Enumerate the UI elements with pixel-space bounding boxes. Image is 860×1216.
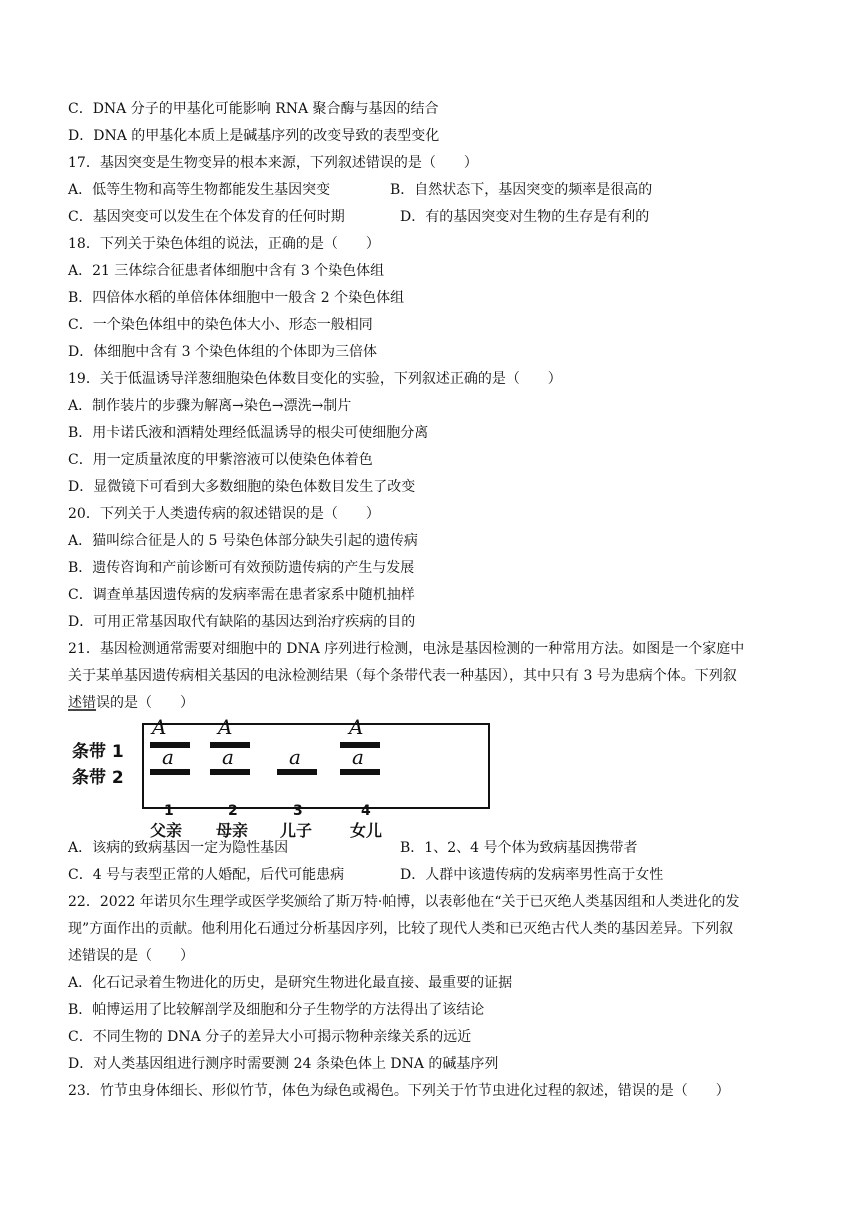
column-name-daughter: 女儿 bbox=[350, 821, 383, 840]
q18-option-d: D．体细胞中含有 3 个染色体组的个体即为三倍体 bbox=[68, 344, 378, 360]
handwritten-A: A bbox=[349, 715, 364, 739]
q21-row-cd bbox=[68, 862, 808, 889]
handwritten-a: a bbox=[162, 745, 174, 769]
q18-option-a: A．21 三体综合征患者体细胞中含有 3 个染色体组 bbox=[68, 263, 385, 279]
q20-option-d: D．可用正常基因取代有缺陷的基因达到治疗疾病的目的 bbox=[68, 614, 416, 630]
q22-stem-line2: 现”方面作出的贡献。他利用化石通过分析基因序列，比较了现代人类和已灭绝古代人类的基因差异。下列叙 bbox=[68, 921, 734, 937]
band-1-label: 条带 1 bbox=[72, 742, 124, 762]
q22-option-d: D．对人类基因组进行测序时需要测 24 条染色体上 DNA 的碱基序列 bbox=[68, 1056, 499, 1072]
scan-mark bbox=[68, 709, 96, 716]
column-name-son: 儿子 bbox=[280, 821, 313, 840]
q16-option-c: C．DNA 分子的甲基化可能影响 RNA 聚合酶与基因的结合 bbox=[68, 101, 439, 117]
electrophoresis-figure bbox=[68, 715, 808, 840]
column-number-4: 4 bbox=[361, 803, 371, 819]
q22-stem-line3: 述错误的是（ ） bbox=[68, 948, 194, 964]
q23-stem: 23．竹节虫身体细长、形似竹节，体色为绿色或褐色。下列关于竹节虫进化过程的叙述，错误的是（ ） bbox=[68, 1083, 730, 1099]
q22-option-c: C．不同生物的 DNA 分子的差异大小可揭示物种亲缘关系的远近 bbox=[68, 1029, 472, 1045]
q19-option-b: B．用卡诺氏液和酒精处理经低温诱导的根尖可使细胞分离 bbox=[68, 425, 429, 441]
handwritten-a: a bbox=[352, 745, 364, 769]
q21-row-ab bbox=[68, 835, 808, 862]
column-name-father: 父亲 bbox=[150, 821, 183, 840]
handwritten-a: a bbox=[222, 745, 234, 769]
column-number-2: 2 bbox=[228, 803, 238, 819]
q17-row-ab bbox=[68, 177, 808, 204]
q18-option-b: B．四倍体水稻的单倍体体细胞中一般含 2 个染色体组 bbox=[68, 290, 405, 306]
q20-option-b: B．遗传咨询和产前诊断可有效预防遗传病的产生与发展 bbox=[68, 560, 415, 576]
q22-stem-line1: 22．2022 年诺贝尔生理学或医学奖颁给了斯万特·帕博，以表彰他在“关于已灭绝人类基因组和人类进化的发 bbox=[68, 894, 740, 910]
q21-stem-line3: 述错误的是（ ） bbox=[68, 695, 194, 711]
q19-stem: 19．关于低温诱导洋葱细胞染色体数目变化的实验，下列叙述正确的是（ ） bbox=[68, 371, 562, 387]
q22-option-a: A．化石记录着生物进化的历史，是研究生物进化最直接、最重要的证据 bbox=[68, 975, 513, 991]
column-number-1: 1 bbox=[164, 803, 174, 819]
q17-stem: 17．基因突变是生物变异的根本来源，下列叙述错误的是（ ） bbox=[68, 155, 478, 171]
exam-page bbox=[68, 96, 808, 1105]
q17-option-c: C．基因突变可以发生在个体发育的任何时期 bbox=[68, 209, 345, 225]
q19-option-c: C．用一定质量浓度的甲紫溶液可以使染色体着色 bbox=[68, 452, 373, 468]
handwritten-A: A bbox=[218, 715, 233, 739]
q18-option-c: C．一个染色体组中的染色体大小、形态一般相同 bbox=[68, 317, 373, 333]
q19-option-d: D．显微镜下可看到大多数细胞的染色体数目发生了改变 bbox=[68, 479, 416, 495]
q16-option-d: D．DNA 的甲基化本质上是碱基序列的改变导致的表型变化 bbox=[68, 128, 440, 144]
q21-option-d: D．人群中该遗传病的发病率男性高于女性 bbox=[400, 867, 664, 883]
q20-stem: 20．下列关于人类遗传病的叙述错误的是（ ） bbox=[68, 506, 380, 522]
band-2-col-3 bbox=[277, 769, 317, 775]
q21-stem-line2: 关于某单基因遗传病相关基因的电泳检测结果（每个条带代表一种基因），其中只有 3 号为患病个体。下列叙 bbox=[68, 668, 737, 684]
gel-box bbox=[142, 715, 490, 809]
q17-option-b: B．自然状态下，基因突变的频率是很高的 bbox=[390, 182, 653, 198]
q21-option-a: A．该病的致病基因一定为隐性基因 bbox=[68, 840, 289, 856]
q21-option-b: B．1、2、4 号个体为致病基因携带者 bbox=[400, 840, 638, 856]
q21-stem-line1: 21．基因检测通常需要对细胞中的 DNA 序列进行检测，电泳是基因检测的一种常用方法。如图是一个家庭中 bbox=[68, 641, 745, 657]
column-name-mother: 母亲 bbox=[216, 821, 249, 840]
q22-option-b: B．帕博运用了比较解剖学及细胞和分子生物学的方法得出了该结论 bbox=[68, 1002, 485, 1018]
q19-option-a: A．制作装片的步骤为解离→染色→漂洗→制片 bbox=[68, 398, 352, 414]
q17-option-a: A．低等生物和高等生物都能发生基因突变 bbox=[68, 182, 331, 198]
q17-option-d: D．有的基因突变对生物的生存是有利的 bbox=[400, 209, 650, 225]
q18-stem: 18．下列关于染色体组的说法，正确的是（ ） bbox=[68, 236, 380, 252]
band-2-label: 条带 2 bbox=[72, 768, 124, 788]
band-2-col-4 bbox=[340, 769, 380, 775]
q20-option-c: C．调查单基因遗传病的发病率需在患者家系中随机抽样 bbox=[68, 587, 415, 603]
band-2-col-1 bbox=[150, 769, 190, 775]
band-2-col-2 bbox=[210, 769, 250, 775]
q21-option-c: C．4 号与表型正常的人婚配，后代可能患病 bbox=[68, 867, 345, 883]
handwritten-a: a bbox=[289, 745, 301, 769]
q20-option-a: A．猫叫综合征是人的 5 号染色体部分缺失引起的遗传病 bbox=[68, 533, 418, 549]
column-number-3: 3 bbox=[293, 803, 303, 819]
handwritten-A: A bbox=[152, 715, 167, 739]
q17-row-cd bbox=[68, 204, 808, 231]
